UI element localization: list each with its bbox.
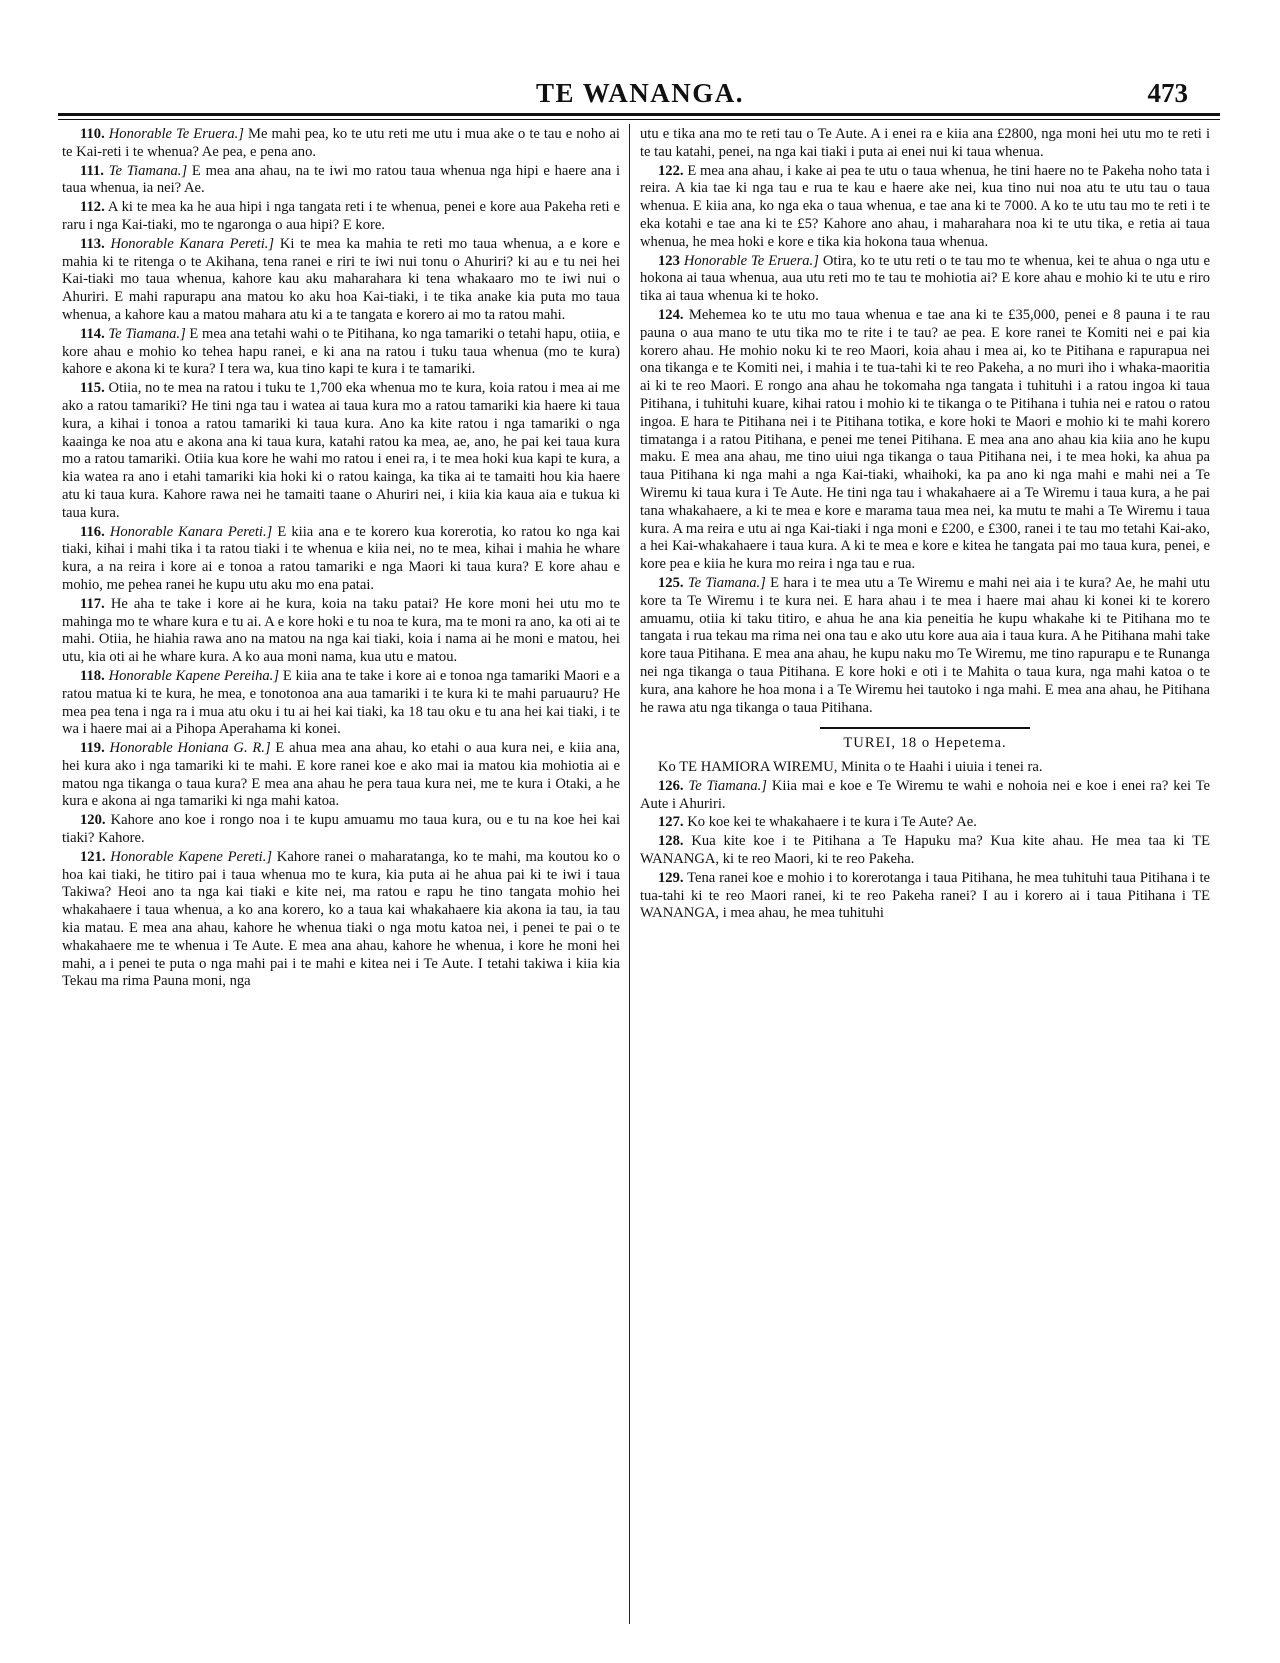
- paragraph-text: E mea ana ahau, i kake ai pea te utu o taua whenua, he tini haere no te Pakeha noho tata i reira. A kia tae ki nga tau e rua te kau e haere ake nei, kua tino nui noa atu te utu tau o taua whenua. E kiia ana, ko nga eka o taua whenua, e tae ana ki te 7000. A ko te utu tau mo te reti i te eka kotahi e tae ana ki te £5? Kahore ano ahau, i maharahara noa ki te utu tika, e retia ai taua whenua, he mea hoki e kore e tika kia hokona taua whenua.: [640, 162, 1210, 250]
- left-column: [62, 126, 620, 992]
- speaker-name: Honorable Honiana G. R.]: [109, 740, 271, 757]
- speaker-name: Te Tiamana.]: [108, 162, 188, 179]
- paragraph-text: Kua kite koe i te Pitihana a Te Hapuku ma? Kua kite ahau. He mea taa ki TE WANANGA, ki te reo Maori, ki te reo Pakeha.: [640, 833, 1210, 868]
- paragraph: [62, 163, 620, 199]
- paragraph: [62, 524, 620, 595]
- page-number: 473: [1147, 78, 1188, 108]
- paragraph: [62, 812, 620, 848]
- section-intro: Ko TE HAMIORA WIREMU, Minita o te Haahi i uiuia i tenei ra.: [658, 759, 1043, 776]
- section-testimony: [640, 778, 1210, 923]
- paragraph-number: 126.: [658, 777, 684, 794]
- paragraph-number: 119.: [80, 740, 105, 757]
- section-separator: [820, 727, 1030, 729]
- speaker-name: Te Tiamana.]: [108, 325, 186, 342]
- paragraph-text: Kiia mai e koe e Te Wiremu te wahi e nohoia nei e koe i enei ra? kei Te Aute i Ahuriri.: [640, 777, 1211, 812]
- paragraph: [62, 126, 620, 162]
- paragraph: [640, 575, 1210, 717]
- paragraph: [640, 778, 1210, 814]
- paragraph: [640, 163, 1210, 252]
- paragraph: [62, 849, 620, 991]
- paragraph-text: He aha te take i kore ai he kura, koia na taku patai? He kore moni hei utu mo te mahinga mo te whare kura e tu ai. A e kore hoki e tu noa te kura, ma te moni ra ano, ka oti ai te mahi. Otiia, he hiahia rawa ano na matou na nga kai tiaki, koia i nama ai he moni e matou, hei utu, kia oti ai he whare kura. A ko aua moni nama, kua utu e matou.: [62, 595, 620, 666]
- right-column-testimony: [640, 126, 1210, 717]
- paragraph-number: 111.: [80, 162, 104, 179]
- paragraph-text: Ki te mea ka mahia te reti mo taua whenua, a e kore e mahia ki te ritenga o te Akihana, tena ranei e riri te iwi nui tonu o Ahuriri? ki au e tu nei hei Kai-tiaki mo taua whenua, kahore kau aku maharahara ki tena whakaaro mo te iwi nui o Ahuriri. E mahi rapurapu ana matou ko aku hoa Kai-tiaki, i te tika anake kia puta mo taua whenua, a kahore kau a matou mahara atu ki a te tangata e korero ai mo ta ratou mahi.: [62, 235, 621, 323]
- speaker-name: Te Tiamana.]: [687, 574, 766, 591]
- paragraph-text: A ki te mea ka he aua hipi i nga tangata reti i te whenua, penei e kore aua Pakeha reti e raru i nga Kai-tiaki, mo te ngaronga o aua hipi? E kore.: [62, 199, 621, 233]
- paragraph-text: E kiia ana e te korero kua korerotia, ko ratou ko nga kai tiaki, kihai i mahi tika i ta ratou tiaki i te whenua e kiia nei, no te mea, kihai i mahia he whare kura, a na reira i kore ai e tonoa a ratou tamariki e nga Maori ki taua kura? E kore ahau e mohio, me pehea ranei he kupu utu aku mo ena patai.: [62, 523, 620, 593]
- paragraph: [62, 740, 620, 811]
- paragraph-number: 127.: [658, 814, 684, 831]
- paragraph-text: utu e tika ana mo te reti tau o Te Aute. A i enei ra e kiia ana £2800, nga moni hei utu mo te reti i te tau katahi, penei, na nga kai tiaki i puta ai enei nui ki taua whenua.: [640, 126, 1210, 160]
- page-title: TE WANANGA.: [535, 78, 745, 108]
- paragraph-text: Tena ranei koe e mohio i to korerotanga i taua Pitihana, he mea tuhituhi taua Pitihana i te tua-tahi ki te reo Maori ranei, ki te reo Pakeha ranei? I au i korero ai i taua Pitihana i TE WANANGA, i mea ahau, he mea tuhituhi: [640, 869, 1210, 922]
- paragraph: [62, 668, 620, 739]
- paragraph-number: 110.: [80, 126, 105, 142]
- paragraph: [62, 596, 620, 667]
- paragraph-number: 115.: [80, 380, 105, 397]
- paragraph-number: 116.: [80, 523, 105, 540]
- paragraph-number: 124.: [658, 306, 684, 323]
- paragraph-number: 118.: [80, 667, 105, 684]
- paragraph-text: E hara i te mea utu a Te Wiremu e mahi nei aia i te kura? Ae, he mahi utu kore ta Te Wiremu i te kura nei. E hara ahau i te mea i haere mai ahau ki konei ki te korero amuamu, otiia ki taku titiro, e ahua he ana kia peneitia he kupu whakahe ki te Pitihana mo te tangata i rua tekau ma rima nei ona tau e ako utu kore aua aia i taua kura. A he Pitihana mahi take kore taua Pitihana. E mea ana ahau, he kupu naku mo Te Wiremu, me tino rapurapu e te Runanga nei nga tikanga o taua Pitihana. E kore hoki e oti i te Mahita o taua kura, nga mahi katoa o te kura, ana kahore he hoa mona i a Te Wiremu hei tautoko i nga mahi. E mea ana ahau, he Pitihana he rawa atu nga tikanga o taua Pitihana.: [640, 574, 1210, 716]
- paragraph: [62, 236, 620, 325]
- paragraph: [62, 199, 620, 235]
- paragraph-number: 123: [658, 252, 680, 269]
- paragraph-number: 129.: [658, 869, 684, 886]
- column-divider: [629, 124, 630, 1624]
- speaker-name: Honorable Te Eruera.]: [108, 126, 244, 142]
- speaker-name: Honorable Kapene Pereti.]: [110, 848, 273, 865]
- paragraph-number: 113.: [80, 235, 105, 252]
- paragraph-text: E mea ana tetahi wahi o te Pitihana, ko nga tamariki o tetahi hapu, otiia, e kore ahau e mohio ko tehea hapu ranei, e ki ana na ratou i tuku taua whenua (mo te kura) kahore e akona ki te kura? I tera wa, kua tino kapi te kura i te tamariki.: [62, 325, 621, 378]
- header-rule-thick: [58, 113, 1220, 116]
- paragraph-text: Ko koe kei te whakahaere i te kura i Te Aute? Ae.: [687, 814, 977, 831]
- speaker-name: Honorable Te Eruera.]: [683, 252, 819, 269]
- paragraph-text: E kiia ana te take i kore ai e tonoa nga tamariki Maori e a ratou matua ki te kura, he mea, e tonotonoa ana aua tamariki i te kura ki te mahi paruauru? He mea pea tena i nga ra i mua atu oku i tu ai hei kai tiaki, ka 18 tau oku e tu ana hei kai tiaki, i te wa i haere mai ai a Pihopa Aperahama ki konei.: [62, 667, 620, 738]
- paragraph: [640, 307, 1210, 574]
- paragraph-text: E mea ana ahau, na te iwi mo ratou taua whenua nga hipi e haere ana i taua whenua, ia nei? Ae.: [62, 162, 621, 197]
- paragraph-number: 120.: [80, 812, 106, 829]
- speaker-name: Honorable Kanara Pereti.]: [109, 523, 273, 540]
- header-rule-thin: [58, 119, 1220, 120]
- paragraph-text: Kahore ranei o maharatanga, ko te mahi, ma koutou ko o hoa kai tiaki, he titiro pai i taua whenua mo te kura, kia puta ai he ahua pai ki te iwi i taua Takiwa? Heoi ano ta nga kai tiaki e kite nei, ma ratou e rapu he tino tangata mohio hei whakahaere i taua whenua, a ko ana korero, ko a taua kai whakahaere kia akona ia tau, ia tau kia matau. E mea ana ahau, kahore he whenua tiaki o nga motu katoa nei, i penei te pai o te whakahaere me te whenua i Te Aute. E mea ana ahau, kahore he whenua, i kore he moni hei mahi, a i penei te puta o nga mahi pai i te mahi e kitea nei i Te Aute. I tetahi takiwa i kiia kia Tekau ma rima Pauna moni, nga: [62, 848, 621, 990]
- paragraph-text: Otiia, no te mea na ratou i tuku te 1,700 eka whenua mo te kura, koia ratou i mea ai me ako a ratou tamariki? He tini nga tau i watea ai taua kura mo a ratou tamariki kia haere ki taua kura, a kihai i tonoa a ratou tamariki ki taua kura. Ano ka kite ratou i nga tamariki o nga kaainga ke noa atu e akona ana ki taua kura, katahi ratou ka mea, ae, ano, he pai kei taua kura mo a ratou tamariki. Otiia kua kore he wahi mo ratou i enei ra, i te mea hoki kua kapi te kura, a kia watea ra ano i etahi tamariki kia hoki ki o ratou kainga, ka tika ai te tamaiti hou kia haere atu ki taua kura. Kahore rawa nei he tamaiti taane o Ahuriri nei, i kiia kia kaua aia e tukua ki taua kura.: [62, 380, 620, 521]
- paragraph-number: 122.: [658, 162, 684, 179]
- paragraph: [640, 126, 1210, 162]
- paragraph: [62, 326, 620, 379]
- paragraph-number: 112.: [80, 199, 105, 216]
- paragraph-text: Kahore ano koe i rongo noa i te kupu amuamu mo taua kura, ou e tu na koe hei kai tiaki? Kahore.: [62, 812, 620, 847]
- paragraph: [640, 253, 1210, 306]
- speaker-name: Te Tiamana.]: [688, 777, 767, 794]
- speaker-name: Honorable Kanara Pereti.]: [110, 235, 275, 252]
- paragraph-number: 125.: [658, 574, 684, 591]
- section-date: TUREI, 18 o Hepetema.: [843, 735, 1007, 752]
- paragraph: [640, 833, 1210, 869]
- paragraph: [640, 814, 1210, 832]
- paragraph-number: 117.: [80, 595, 105, 612]
- paragraph-text: Otira, ko te utu reti o te tau mo te whenua, kei te ahua o nga utu e hokona ai taua whenua, aua utu reti mo te tau te mohiotia ai? E kore ahau e mohio ki te utu e riro tika ai taua whenua ki te hoko.: [640, 252, 1210, 305]
- paragraph-text: Mehemea ko te utu mo taua whenua e tae ana ki te £35,000, penei e 8 pauna i te rau pauna o aua mano te utu tika mo te rite i te tau? ae pea. E kore ranei te Komiti nei e pai kia korero ahau. He mohio noku ki te reo Maori, koia ahau i mea ai, ko te Pitihana e rapurapua nei ona tikanga e te Komiti nei, i mahia i te tua-tahi ki te reo Pakeha, a no muri iho i whaka-maoritia ai ki te reo Maori. E rongo ana ahau he tokomaha nga tangata i tuhituhi i a ratou ingoa ki taua Pitihana, i tuhituhi kuare, kihai ratou i mohio ki te tikanga o te Pitihana i tuhia nei e ratou o ratou ingoa. E hara te Pitihana nei i te Pitihana totika, e kore hoki te Maori e mohio ki te mahi korero timatanga i a ratou Pitihana, e penei me tenei Pitihana. E mea ana ano ahau kia kiia ano he kupu maku. E mea ana ahau, me tino uiui nga tikanga o taua Pitihana nei, i te mea hoki, ka ahua pa taua Pitihana ki nga mahi a nga Kai-tiaki, whaihoki, ka pa ano ki nga mahi e mahi nei a Te Wiremu ki taua kura i Te Aute. He tini nga tau i whakahaere ai a Te Wiremu i taua kura, a he pai tana whakahaere, a ki te mea e kore e marama taua mea nei, ka mutu te mahi a Te Wiremu i taua kura. A ma reira e utu ai nga Kai-tiaki i nga moni e £200, e £300, ranei i te tau mo tetahi Kai-ako, a hei Kai-whakahaere i taua kura. A ki te mea e kore e kitea he tangata pai mo taua kura, penei, e kore pea e kiia he kura mo reira i nga tau e rua.: [640, 306, 1210, 573]
- paragraph-number: 121.: [80, 848, 106, 865]
- paragraph-number: 114.: [80, 325, 105, 342]
- paragraph-text: Me mahi pea, ko te utu reti me utu i mua ake o te tau e noho ai te Kai-reti i te whenua? Ae pea, e pena ano.: [62, 126, 620, 160]
- paragraph: [640, 870, 1210, 923]
- right-column: [640, 126, 1210, 924]
- paragraph: [62, 380, 620, 522]
- speaker-name: Honorable Kapene Pereiha.]: [108, 667, 280, 684]
- paragraph-text: E ahua mea ana ahau, ko etahi o aua kura nei, e kiia ana, hei kura ako i nga tamariki ki te mahi. E kore ranei koe e ako mai ia matou kia mohiotia ai e matou nga tikanga o taua kura? E mea ana ahau he pera taua kura nei, me te kura i Otaki, a he kura e akona ai nga tamariki ki nga mahi katoa.: [62, 740, 620, 810]
- paragraph-number: 128.: [658, 833, 684, 850]
